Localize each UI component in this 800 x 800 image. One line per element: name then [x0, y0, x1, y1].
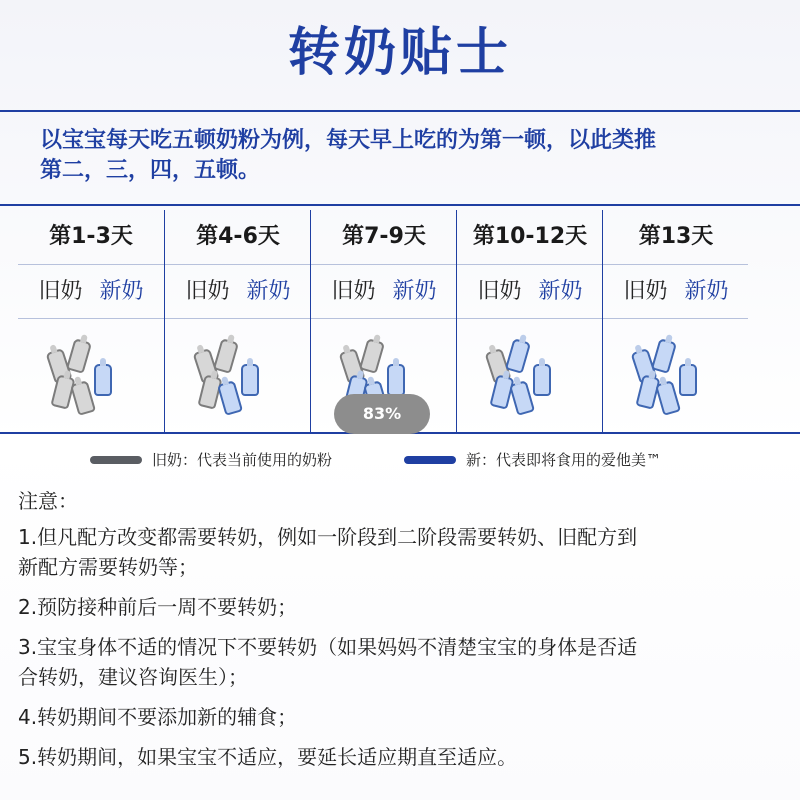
- milk-labels: [18, 272, 164, 312]
- intro-text: [40, 126, 760, 186]
- title-divider: [0, 110, 800, 112]
- legend-new-text: 新：代表即将食用的爱他美™: [466, 451, 662, 469]
- note-item-2: [18, 592, 758, 622]
- note-line: 合转奶，建议咨询医生）；: [18, 665, 248, 689]
- new-milk-bottle-icon: [505, 338, 531, 374]
- legend-new: [404, 448, 734, 472]
- new-milk-bottle-icon: [509, 380, 535, 416]
- stage-heading: 第7-9天: [342, 224, 426, 249]
- old-milk-label: 旧奶: [477, 279, 522, 304]
- new-milk-bottle-icon: [387, 364, 405, 396]
- note-line: 3.宝宝身体不适的情况下不要转奶（如果妈妈不清楚宝宝的身体是否适: [18, 635, 638, 659]
- old-milk-bottle-icon: [66, 338, 92, 374]
- intro-line-1: 以宝宝每天吃五顿奶粉为例，每天早上吃的为第一顿，以此类推: [40, 128, 657, 153]
- note-item-1: [18, 522, 758, 582]
- milk-labels: [165, 272, 311, 312]
- stage-column-5: [602, 210, 749, 432]
- stage-column-4: [456, 210, 603, 432]
- old-milk-bottle-icon: [359, 338, 385, 374]
- stage-heading: 第4-6天: [196, 224, 280, 249]
- new-milk-label: 新奶: [392, 279, 437, 304]
- milk-labels: [457, 272, 603, 312]
- note-item-3: [18, 632, 758, 692]
- legend-old: [90, 448, 390, 472]
- milk-labels: [603, 272, 749, 312]
- new-milk-label: 新奶: [538, 279, 583, 304]
- page-title: 转奶贴士: [287, 23, 512, 83]
- old-milk-bottle-icon: [70, 380, 96, 416]
- note-item-4: [18, 702, 758, 732]
- stage-column-1: [18, 210, 164, 432]
- old-milk-label: 旧奶: [38, 279, 83, 304]
- new-milk-label: 新奶: [684, 279, 729, 304]
- note-line: 新配方需要转奶等；: [18, 555, 198, 579]
- bottle-group: [457, 322, 603, 422]
- bottle-group: [165, 322, 311, 422]
- new-milk-label: 新奶: [99, 279, 144, 304]
- new-milk-bottle-icon: [533, 364, 551, 396]
- old-milk-label: 旧奶: [185, 279, 230, 304]
- new-milk-bottle-icon: [651, 338, 677, 374]
- note-line: 5.转奶期间，如果宝宝不适应，要延长适应期直至适应。: [18, 745, 518, 769]
- intro-line-2: 第二，三，四，五顿。: [40, 158, 261, 183]
- note-line: 2.预防接种前后一周不要转奶；: [18, 595, 298, 619]
- old-milk-bottle-icon: [213, 338, 239, 374]
- notes-section: [18, 486, 758, 782]
- milk-labels: [311, 272, 457, 312]
- table-top-border: [0, 204, 800, 206]
- bottle-group: [603, 322, 749, 422]
- stage-column-2: [164, 210, 311, 432]
- new-milk-bottle-icon: [655, 380, 681, 416]
- new-milk-bottle-icon: [94, 364, 112, 396]
- new-milk-bottle-icon: [241, 364, 259, 396]
- notes-title: 注意：: [18, 489, 78, 513]
- new-milk-bottle-icon: [679, 364, 697, 396]
- new-milk-bottle-icon: [217, 380, 243, 416]
- progress-indicator: 83%: [334, 394, 430, 434]
- stage-heading: 第13天: [638, 224, 714, 249]
- old-milk-label: 旧奶: [623, 279, 668, 304]
- legend-old-text: 旧奶：代表当前使用的奶粉: [152, 451, 333, 469]
- bottle-group: [18, 322, 164, 422]
- note-line: 1.但凡配方改变都需要转奶，例如一阶段到二阶段需要转奶、旧配方到: [18, 525, 638, 549]
- new-milk-label: 新奶: [246, 279, 291, 304]
- stage-heading: 第10-12天: [472, 224, 588, 249]
- legend-new-swatch: [404, 456, 456, 464]
- note-line: 4.转奶期间不要添加新的辅食；: [18, 705, 298, 729]
- stage-heading: 第1-3天: [49, 224, 133, 249]
- note-item-5: [18, 742, 758, 772]
- legend-old-swatch: [90, 456, 142, 464]
- old-milk-label: 旧奶: [331, 279, 376, 304]
